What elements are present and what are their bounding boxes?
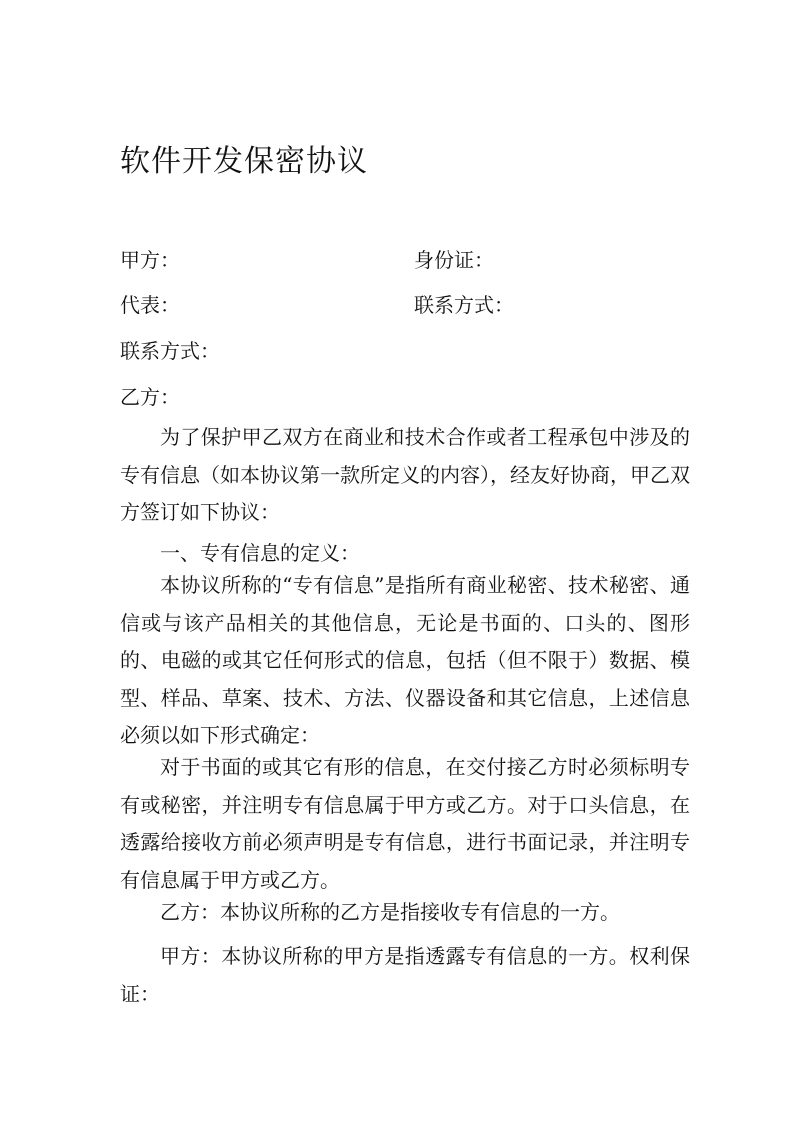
marking-paragraph: 对于书面的或其它有形的信息，在交付接乙方时必须标明专有或秘密，并注明专有信息属于甲方或乙方。对于口头信息，在透露给接收方前必须声明是专有信息，进行书面记录，并注明专有信息属于甲方或乙方。 bbox=[120, 755, 690, 892]
party-b-label: 乙方： bbox=[120, 385, 180, 409]
contact-label-right: 联系方式： bbox=[414, 293, 514, 317]
definition-paragraph: 本协议所称的“专有信息”是指所有商业秘密、技术秘密、通信或与该产品相关的其他信息，无论是书面的、口头的、图形的、电磁的或其它任何形式的信息，包括（但不限于）数据、模型、样品、草案、技术、方法、仪器设备和其它信息，上述信息必须以如下形式确定： bbox=[120, 573, 690, 747]
document-title: 软件开发保密协议 bbox=[120, 144, 368, 179]
party-a-label: 甲方： bbox=[120, 248, 180, 272]
id-card-label: 身份证： bbox=[414, 248, 494, 272]
intro-paragraph: 为了保护甲乙双方在商业和技术合作或者工程承包中涉及的专有信息（如本协议第一款所定义的内容），经友好协商，甲乙双方签订如下协议： bbox=[120, 425, 690, 524]
party-a-definition: 甲方：本协议所称的甲方是指透露专有信息的一方。权利保证： bbox=[120, 944, 690, 1006]
section-1-heading: 一、专有信息的定义： bbox=[160, 541, 360, 565]
representative-label: 代表： bbox=[120, 293, 180, 317]
party-b-definition: 乙方：本协议所称的乙方是指接收专有信息的一方。 bbox=[160, 900, 620, 924]
contact-label-left: 联系方式： bbox=[120, 339, 220, 363]
